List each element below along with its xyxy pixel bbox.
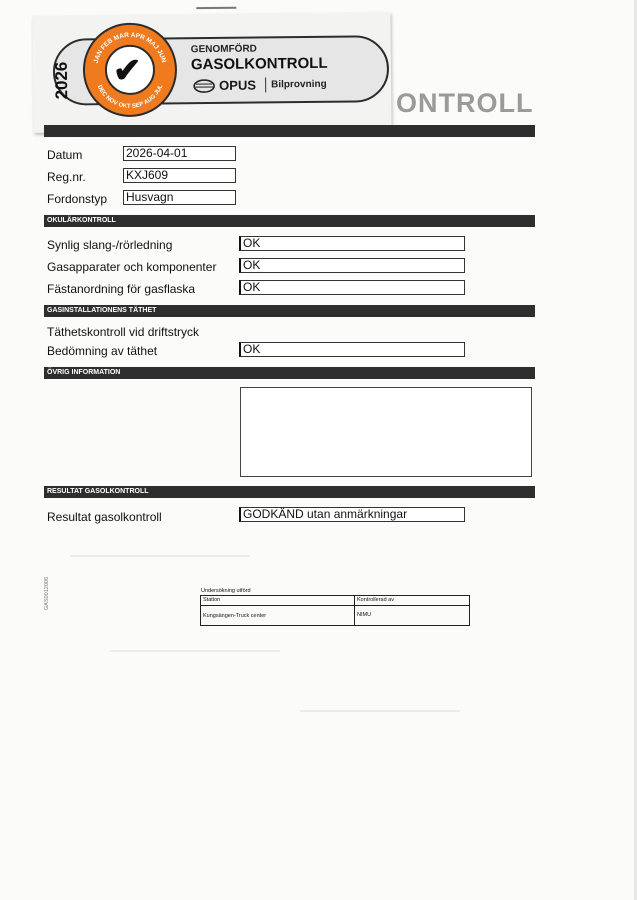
vehicle-type-field: Husvagn (123, 190, 236, 205)
tathet-assess-label: Bedömning av täthet (47, 344, 158, 358)
vehicle-type-label: Fordonstyp (47, 192, 108, 206)
brand-name: OPUS (219, 77, 257, 93)
tathet-assess-value: OK (239, 342, 465, 357)
sticker-heading-line2: GASOLKONTROLL (190, 54, 328, 74)
other-info-box (240, 387, 532, 477)
bleed-through-mark (300, 710, 460, 712)
station-label: Station (203, 597, 221, 603)
reg-field: KXJ609 (123, 168, 236, 183)
form-title-partial: ONTROLL (396, 88, 534, 118)
okular-item-value: OK (239, 236, 465, 251)
document-code: GAS0012006 (44, 576, 50, 610)
okular-item-label: Gasapparater och komponenter (47, 260, 217, 274)
checked-by-label: Kontrollerad av (357, 597, 394, 603)
brand-subtitle: Bilprovning (271, 78, 327, 91)
check-mark-icon: ✔ (112, 51, 142, 91)
bleed-through-mark (110, 650, 280, 652)
section-tathet-header: GASINSTALLATIONENS TÄTHET (44, 305, 535, 317)
okular-item-value: OK (239, 258, 465, 273)
brand-separator (265, 77, 266, 92)
checked-by-value: NIMU (357, 612, 372, 618)
section-resultat-header: RESULTAT GASOLKONTROLL (44, 486, 535, 498)
result-value: GODKÄND utan anmärkningar (239, 507, 465, 522)
sticker-months-bottom: DEC NOV OKT SEP AUG JUL (95, 83, 165, 110)
header-band (44, 125, 535, 137)
station-value: Kungsängen-Truck center (203, 613, 267, 619)
date-field: 2026-04-01 (123, 146, 236, 161)
table-divider (201, 605, 469, 606)
footer-table (200, 595, 470, 626)
footer-caption: Undersökning utförd (201, 588, 251, 594)
table-divider (354, 596, 355, 625)
sticker-peel-tab (196, 7, 236, 9)
section-ovrig-header: ÖVRIG INFORMATION (44, 367, 535, 379)
okular-item-value: OK (239, 280, 465, 295)
result-label: Resultat gasolkontroll (47, 510, 162, 524)
reg-label: Reg.nr. (47, 170, 86, 184)
sticker-month-ring (82, 22, 177, 117)
bleed-through-mark (70, 555, 250, 557)
sticker-heading-line1: GENOMFÖRD (190, 43, 257, 56)
opus-logo-icon (193, 79, 215, 93)
sticker-months-top: JAN FEB MAR APR MAJ JUN (92, 31, 168, 65)
tathet-description: Täthetskontroll vid driftstryck (47, 325, 200, 339)
date-label: Datum (47, 148, 83, 162)
okular-item-label: Fästanordning för gasflaska (47, 282, 196, 296)
okular-item-label: Synlig slang-/rörledning (47, 238, 173, 252)
section-okular-header: OKULÄRKONTROLL (44, 215, 535, 227)
inspection-sticker (32, 12, 391, 133)
sticker-year: 2026 (51, 61, 72, 100)
